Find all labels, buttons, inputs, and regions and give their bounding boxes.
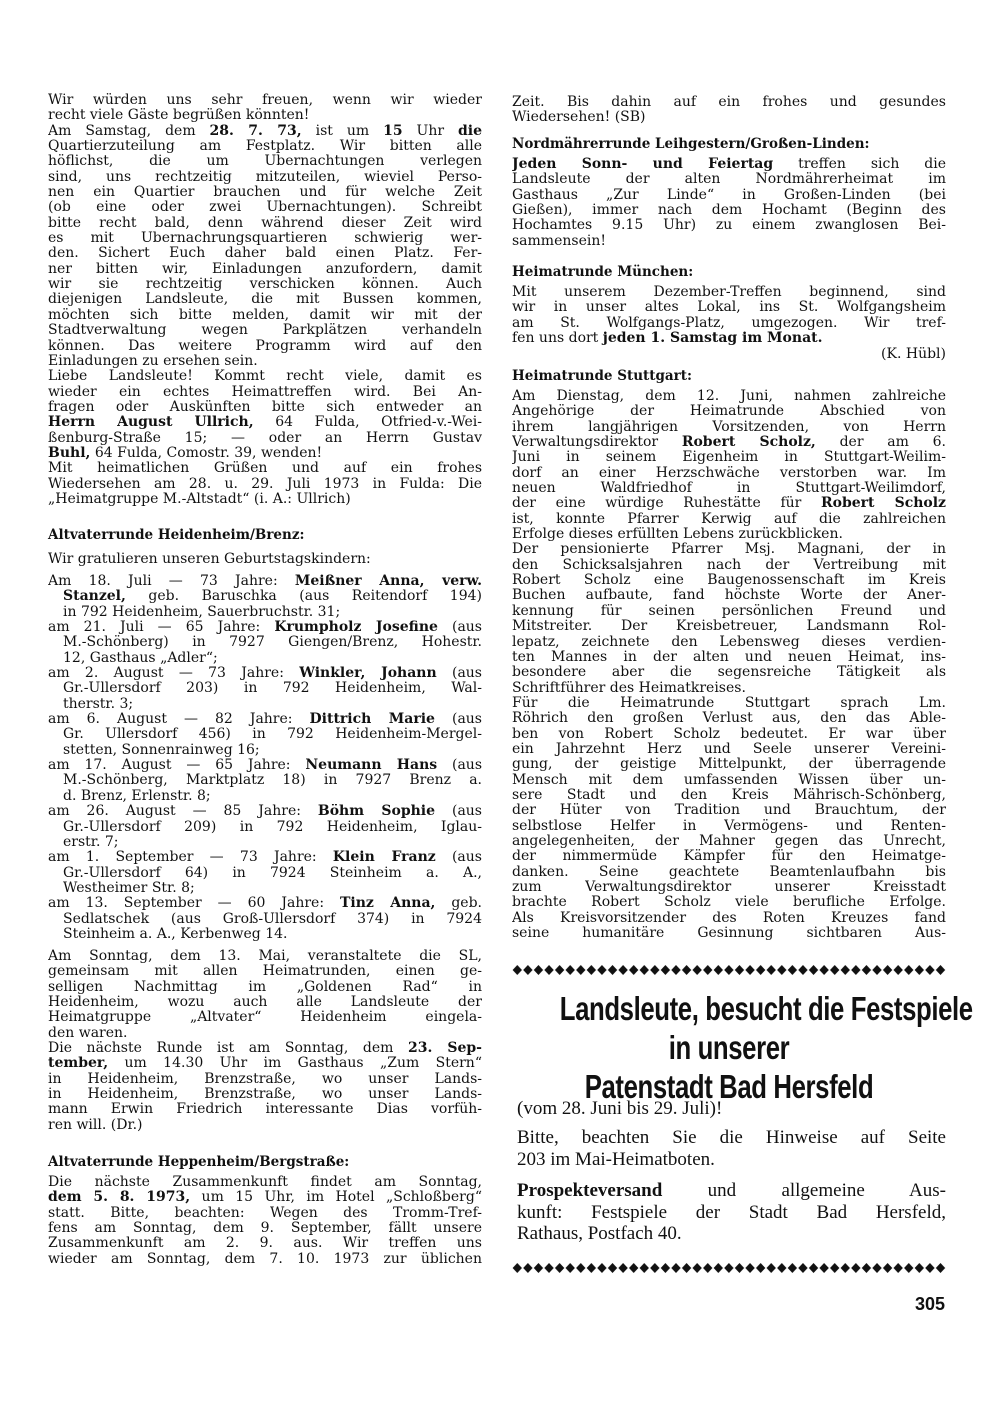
text-line: der Hüter von Tradition und Brauchtum, der — [512, 803, 946, 819]
text-span: um 15 Uhr, im Hotel „Schloßberg“ — [190, 1190, 482, 1206]
text-line: gemeinsam mit allen Heimatrunden, einen ge- — [48, 964, 482, 980]
muenchen-text — [512, 285, 946, 346]
list-item — [48, 850, 482, 896]
text-line — [517, 1180, 946, 1202]
text-span: der am 6. — [815, 435, 946, 451]
fulda-announcement — [48, 93, 482, 507]
text-line: Westheimer Str. 8; — [63, 880, 195, 896]
text-line: Juni in seinem Eigenheim in Stuttgart-Weilim- — [512, 450, 946, 466]
text-line: zum Verwaltungsdirektor unserer Kreisstadt — [512, 880, 946, 895]
bold-text: Winkler, Johann — [299, 666, 437, 682]
text-line: 203 im Mai-Heimatboten. — [517, 1148, 715, 1170]
section-heading-heppenheim: Altvaterrunde Heppenheim/Bergstraße: — [48, 1154, 350, 1170]
list-item — [48, 620, 482, 666]
text-line: am St. Wolfgangs-Platz, umgezogen. Wir tref- — [512, 315, 946, 331]
text-span: fen uns dort — [512, 331, 603, 347]
text-line: Erfolge dieses erfüllten Lebens zurückblicken. — [512, 527, 843, 543]
text-line: ein Jahrzehnt Herz und Seele unserer Vereini- — [512, 741, 946, 757]
bold-text: Meißner Anna, verw. — [294, 574, 482, 589]
text-line: ner bitten wir, Einladungen anzufordern, damit — [48, 261, 482, 277]
text-line: Die nächste Zusammenkunft findet am Sonntag, — [48, 1175, 482, 1190]
bold-text: Robert Scholz — [821, 496, 946, 512]
text-line: Zeit. Bis dahin auf ein frohes und gesundes — [512, 95, 946, 110]
text-line: statt. Bitte, beachten: Wegen des Tromm-Tref- — [48, 1205, 482, 1221]
bold-text: Böhm Sophie — [317, 804, 436, 820]
text-line: (vom 28. Juni bis 29. Juli)! — [517, 1098, 723, 1119]
text-line: Mitstreiter. Der Kreisbetreuer, Landsmann Rol- — [512, 619, 946, 635]
text-line: höflichst, die um Übernachtungen verlegen — [48, 154, 482, 170]
text-line: Heimatgruppe „Altvater“ Heidenheim eingela- — [48, 1010, 482, 1026]
text-line: lepatz, zeichnete den Lebensweg dieses verdien- — [512, 634, 946, 650]
text-span: am 6. August — 82 Jahre: — [48, 712, 310, 728]
text-line: in Heidenheim, Brenzstraße, wo unser Lands- — [48, 1071, 482, 1087]
text-line: sammensein! — [512, 233, 606, 249]
text-span: (aus — [434, 712, 482, 728]
text-line — [48, 1056, 482, 1071]
text-line: d. Brenz, Erlenstr. 8; — [63, 788, 211, 804]
festival-prospekt — [517, 1180, 946, 1245]
text-line: Als Kreisvorsitzender des Roten Kreuzes fand — [512, 910, 946, 926]
text-line: Gr.-Ullersdorf 203) in 792 Heidenheim, Wal- — [63, 681, 482, 697]
text-line: bitte recht bald, denn während dieser Zeit wird — [48, 215, 482, 231]
text-line: sind, uns rechtzeitig mitzuteilen, wieviel Perso- — [48, 169, 482, 185]
text-line: Wir würden uns sehr freuen, wenn wir wieder — [48, 93, 482, 108]
bold-text: Krumpholz Josefine — [274, 620, 438, 636]
text-line: in 792 Heidenheim, Sauerbruchstr. 31; — [63, 604, 341, 620]
text-span: Am Samstag, dem — [48, 123, 210, 139]
text-line: Wir gratulieren unseren Geburtstagskindern: — [48, 552, 371, 567]
text-line: Angehörige der Heimatrunde Abschied von — [512, 404, 946, 420]
section-heading-heidenheim: Altvaterrunde Heidenheim/Brenz: — [48, 527, 305, 543]
text-line: Hochamtes 9.15 Uhr) zu einem zwanglosen Bei- — [512, 218, 946, 234]
text-span: (aus — [437, 758, 482, 774]
text-line: 12, Gasthaus „Adler“; — [63, 650, 218, 666]
list-item — [48, 804, 482, 850]
bold-text: Tinz Anna, — [340, 896, 436, 912]
text-line: Stadtverwaltung wegen Parkplätzen verhandeln — [48, 323, 482, 339]
text-line: können. Das weitere Programm wird auf den — [48, 338, 482, 354]
nordmaehren-text — [512, 157, 946, 249]
text-line: recht viele Gäste begrüßen könnten! — [48, 108, 310, 124]
text-span: (aus — [435, 804, 482, 820]
text-line: seine humanitäre Gesinnung sichtbaren Aus- — [512, 926, 946, 942]
diamond-rule-bottom — [512, 1262, 946, 1274]
text-line: Liebe Landsleute! Kommt recht viele, damit es — [48, 369, 482, 385]
text-span: geb. Baruschka (aus Reitendorf 194) — [125, 589, 482, 605]
festival-note — [517, 1127, 946, 1170]
bold-text: Dittrich Marie — [309, 712, 435, 728]
bold-text: Jeden Sonn- und Feiertag — [512, 157, 774, 172]
text-line — [48, 124, 482, 139]
text-line — [48, 666, 482, 681]
festival-headline — [512, 989, 973, 1106]
text-line: Mensch mit dem umfassenden Wissen über un- — [512, 772, 946, 788]
text-line: Gasthaus „Zur Linde“ in Großen-Linden (bei — [512, 187, 946, 203]
text-line: wir in unser altes Lokal, ins St. Wolfgangsheim — [512, 300, 946, 316]
text-line: kunft: Festspiele der Stadt Bad Hersfeld, — [517, 1201, 946, 1223]
text-line: Landsleute der alten Nordmährerheimat im — [512, 172, 946, 188]
bold-text: dem 5. 8. 1973, — [48, 1190, 191, 1206]
section-heading-stuttgart: Heimatrunde Stuttgart: — [512, 368, 693, 384]
text-line: der nimmermüde Kämpfer für den Heimatge- — [512, 849, 946, 865]
text-span: Die nächste Runde ist am Sonntag, dem — [48, 1041, 409, 1057]
headline-line: Patenstadt Bad Hersfeld — [584, 1068, 874, 1105]
text-line: mann Erwin Friedrich interessante Dias vorfüh- — [48, 1102, 482, 1118]
text-line: ben von Robert Scholz bedeutet. Er war über — [512, 726, 946, 742]
text-span: Verwaltungsdirektor — [512, 435, 682, 451]
text-line: M.-Schönberg, Marktplatz 18) in 7927 Brenz a. — [63, 773, 482, 789]
text-line: ist, konnte Pfarrer Kerwig auf die zahlreichen — [512, 511, 946, 527]
text-line — [48, 1190, 482, 1205]
text-span: ist um — [301, 123, 384, 139]
bold-text: Prospekteversand — [517, 1180, 663, 1201]
bold-text: Buhl, — [48, 445, 91, 461]
text-span: 64 Fulda, Otfried-v.-Wei- — [253, 415, 482, 431]
bold-text: 28. 7. 73, — [209, 123, 302, 139]
text-line: therstr. 3; — [63, 696, 134, 712]
text-line: ßenburg-Straße 15; — oder an Herrn Gustav — [48, 430, 482, 446]
text-line: Quartierzuteilung am Festplatz. Wir bitten alle — [48, 139, 482, 155]
bold-text: Neumann Hans — [305, 758, 438, 774]
text-line: diejenigen Landsleute, die mit Bussen kommen, — [48, 292, 482, 308]
text-line: Gr. Ullersdorf 456) in 792 Heidenheim-Mergel- — [63, 727, 482, 743]
festival-dates — [517, 1098, 946, 1120]
text-line — [512, 331, 946, 346]
text-line: Einladungen zu ersehen sein. — [48, 353, 258, 369]
text-span: am 26. August — 85 Jahre: — [48, 804, 318, 820]
text-line: fens am Sonntag, dem 9. September, fällt unsere — [48, 1221, 482, 1237]
text-line: wieder ein echtes Heimattreffen wird. Bei An- — [48, 384, 482, 400]
text-span: Uhr — [402, 123, 458, 139]
text-line: Heidenheim, wozu auch alle Landsleute der — [48, 995, 482, 1011]
text-line: Röhrich den großen Verlust aus, den das Able- — [512, 711, 946, 727]
list-item — [48, 712, 482, 758]
text-line: Sedlatschek (aus Groß-Ullersdorf 374) in 7924 — [63, 911, 482, 927]
bold-text: Herrn August Ullrich, — [48, 415, 254, 431]
bold-text: 23. Sep- — [408, 1041, 482, 1057]
text-span: (aus — [435, 850, 482, 866]
text-line: es mit Übernachrungsquartieren schwierig wer- — [48, 231, 482, 247]
text-span: am 2. August — 73 Jahre: — [48, 666, 300, 682]
text-span: Am 18. Juli — 73 Jahre: — [48, 574, 295, 589]
text-line: (ob eine oder zwei Übernachtungen). Schreibt — [48, 200, 482, 216]
text-line — [48, 804, 482, 819]
text-line: Für die Heimatrunde Stuttgart sprach Lm. — [512, 695, 946, 711]
text-line: ten Mannes in der alten und neuen Heimat, ins- — [512, 649, 946, 665]
text-line: Zusammenkunft am 2. 9. aus. Wir treffen uns — [48, 1236, 482, 1252]
text-line: ihrem langjährigen Vorsitzenden, von Herrn — [512, 419, 946, 435]
text-line: kennung für seinen persönlichen Freund und — [512, 603, 946, 619]
text-line — [48, 850, 482, 865]
list-item — [48, 896, 482, 942]
text-line: den. Sichert Euch daher bald einen Platz. Fer- — [48, 246, 482, 262]
text-line: Der pensionierte Pfarrer Msj. Magnani, der in — [512, 542, 946, 558]
text-line: Robert Scholz eine Baugenossenschaft im Kreis — [512, 573, 946, 589]
headline-line: Landsleute, besucht die Festspiele — [559, 990, 973, 1027]
bold-text: Klein Franz — [332, 850, 436, 866]
birthday-list — [48, 574, 482, 942]
text-line: Am Dienstag, dem 12. Juni, nahmen zahlreiche — [512, 389, 946, 404]
headline-line: in unserer — [668, 1029, 790, 1066]
text-line: gung, der geistige Mittelpunkt, der überragende — [512, 757, 946, 773]
text-span: (aus — [437, 620, 482, 636]
text-line: Wiedersehen am 28. u. 29. Juli 1973 in Fulda: Die — [48, 476, 482, 492]
text-span: der eine würdige Ruhestätte für — [512, 496, 822, 512]
stuttgart-text — [512, 389, 946, 941]
text-line — [48, 896, 482, 911]
text-line — [48, 758, 482, 773]
text-line: fragen oder Auskünften bitte sich entweder an — [48, 399, 482, 415]
text-line: den Schicksalsjahren nach der Vertreibung mit — [512, 557, 946, 573]
text-span: am 21. Juli — 65 Jahre: — [48, 620, 275, 636]
heppenheim-continued — [512, 95, 946, 126]
bold-text: die — [457, 123, 482, 139]
text-line: selligen Nachmittag im „Goldenen Rad“ in — [48, 979, 482, 995]
text-line: dorf an einer Herzschwäche verstorben war. Im — [512, 465, 946, 481]
list-item — [48, 574, 482, 620]
bold-text: 15 — [383, 123, 403, 139]
text-span: treffen sich die — [773, 157, 946, 172]
text-line: stetten, Sonnenrainweg 16; — [63, 742, 260, 758]
text-line: wir sie rechtzeitig verschicken können. Auch — [48, 277, 482, 293]
heidenheim-text — [48, 949, 482, 1133]
text-span: (aus — [436, 666, 482, 682]
text-line: besondere aber die segensreiche Tätigkeit als — [512, 665, 946, 681]
section-heading-muenchen: Heimatrunde München: — [512, 264, 694, 280]
section-heading-nordmaehren: Nordmährerrunde Leihgestern/Großen-Linden: — [512, 136, 870, 152]
text-line: Gr.-Ullersdorf 64) in 7924 Steinheim a. A., — [63, 865, 482, 881]
text-span: geb. — [435, 896, 482, 912]
text-line — [48, 589, 482, 604]
text-line: Wiedersehen! (SB) — [512, 110, 646, 126]
text-line — [48, 574, 482, 589]
text-line: Am Sonntag, dem 13. Mai, veranstaltete die SL, — [48, 949, 482, 964]
text-line: neuen Waldfriedhof in Stuttgart-Weilimdorf, — [512, 481, 946, 497]
text-line: Mit unserem Dezember-Treffen beginnend, sind — [512, 285, 946, 300]
signature: (K. Hübl) — [881, 347, 946, 362]
text-line — [48, 712, 482, 727]
text-span: am 1. September — 73 Jahre: — [48, 850, 333, 866]
text-line — [48, 620, 482, 635]
diamond-rule-top — [512, 964, 946, 976]
text-line: selbstlose Helfer in Vermögens- und Renten- — [512, 818, 946, 834]
text-line — [48, 446, 482, 461]
text-line: ren will. (Dr.) — [48, 1117, 143, 1133]
text-line: danken. Seine geachtete Beamtenlaufbahn bis — [512, 864, 946, 880]
birthday-intro — [48, 552, 482, 567]
bold-text: jeden 1. Samstag im Monat. — [602, 331, 823, 347]
text-line: angelegenheiten, der Mahner gegen das Unrecht, — [512, 833, 946, 849]
text-line: M.-Schönberg) in 7927 Giengen/Brenz, Hohestr. — [63, 635, 482, 651]
list-item — [48, 666, 482, 712]
text-span: 64 Fulda, Comostr. 39, wenden! — [90, 445, 323, 461]
text-line: den waren. — [48, 1025, 128, 1041]
text-line: Buchen aufbaute, fand höchste Worte der Aner- — [512, 588, 946, 604]
text-line: Rathaus, Postfach 40. — [517, 1223, 682, 1244]
text-span: um 14.30 Uhr im Gasthaus „Zum Stern“ — [108, 1056, 482, 1072]
text-line — [48, 1041, 482, 1056]
bold-text: tember, — [48, 1056, 109, 1072]
text-line: sere Stadt und den Kreis Mährisch-Schönberg, — [512, 787, 946, 803]
text-line: Bitte, beachten Sie die Hinweise auf Seite — [517, 1127, 946, 1148]
text-line: brachte Robert Scholz viele berufliche Erfolge. — [512, 895, 946, 911]
text-line: Steinheim a. A., Kerbenweg 14. — [63, 926, 288, 942]
text-line: Gr.-Ullersdorf 209) in 792 Heidenheim, Iglau- — [63, 819, 482, 835]
text-line: erstr. 7; — [63, 834, 119, 850]
text-line — [512, 496, 946, 511]
text-line: Mit heimatlichen Grüßen und auf ein frohes — [48, 461, 482, 477]
text-span: am 17. August — 65 Jahre: — [48, 758, 306, 774]
text-span: und allgemeine Aus- — [662, 1180, 946, 1201]
text-line — [512, 435, 946, 450]
text-line: Schriftführer des Heimatkreises. — [512, 680, 746, 696]
text-line — [512, 157, 946, 172]
text-line: „Heimatgruppe M.-Altstadt“ (i. A.: Ullrich) — [48, 491, 351, 507]
heppenheim-text — [48, 1175, 482, 1267]
muenchen-signature — [512, 347, 946, 362]
list-item — [48, 758, 482, 804]
text-line — [48, 415, 482, 430]
text-line: wieder am Sonntag, dem 7. 10. 1973 zur üblichen — [48, 1251, 482, 1267]
page-number: 305 — [915, 1294, 946, 1314]
text-line: möchten sich bitte melden, damit wir mit der — [48, 307, 482, 323]
text-line: in Heidenheim, Brenzstraße, wo unser Lands- — [48, 1087, 482, 1103]
text-span: am 13. September — 60 Jahre: — [48, 896, 340, 912]
bold-text: Robert Scholz, — [681, 435, 816, 451]
text-line: nen ein Quartier brauchen und für welche Zeit — [48, 185, 482, 201]
bold-text: Stanzel, — [63, 589, 126, 605]
text-line: Gießen), immer nach dem Hochamt (Beginn des — [512, 203, 946, 219]
